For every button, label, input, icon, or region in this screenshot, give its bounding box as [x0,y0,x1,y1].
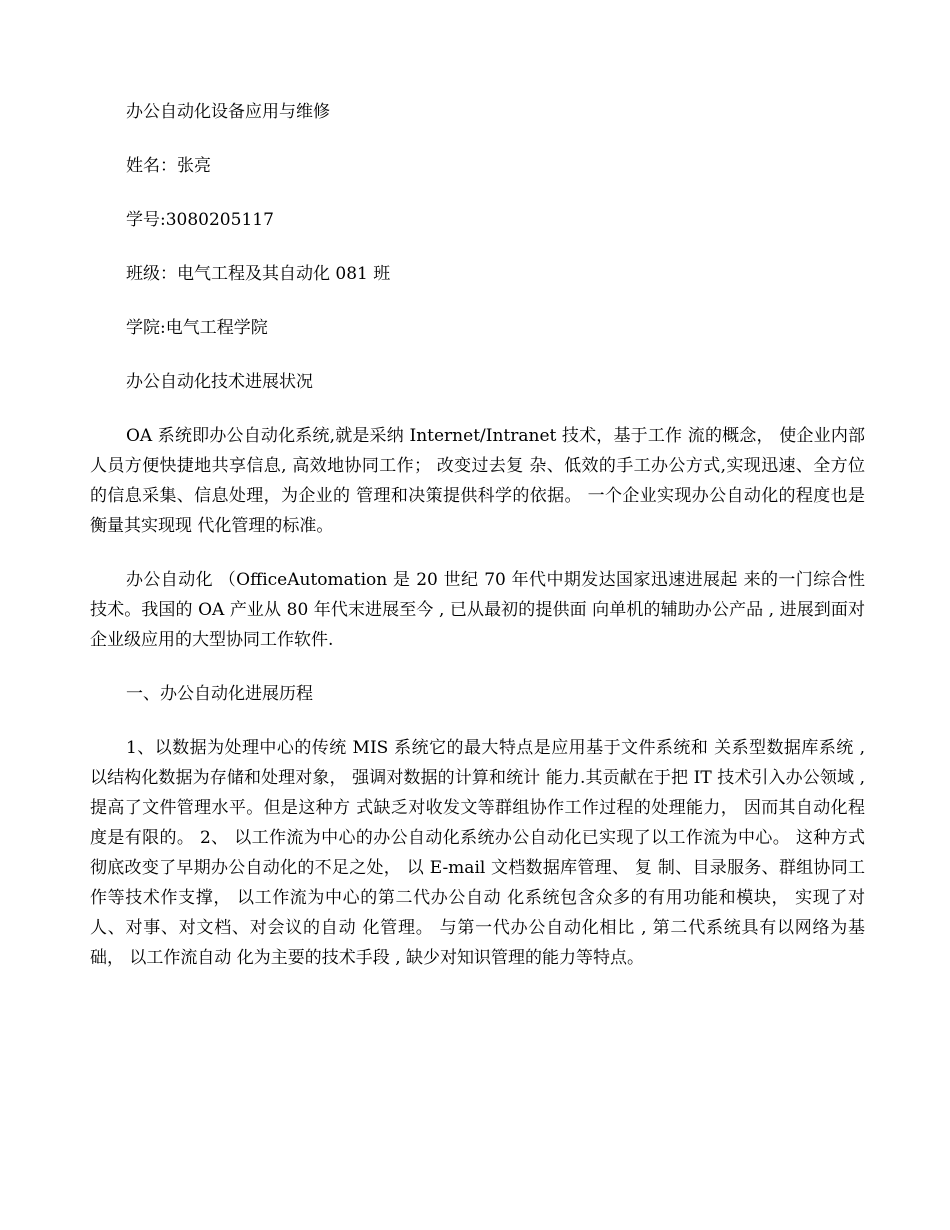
paragraph-oa-definition: OA 系统即办公自动化系统,就是采纳 Internet/Intranet 技术，基于工作 流的概念， 使企业内部人员方便快捷地共享信息, 高效地协同工作； 改变过去复 杂、低效的手工办公方式,实现迅速、全方位的信息采集、信息处理，为企业的 管理和决策提供科学的依据。 一个企业实现办公自动化的程度也是衡量其实现现 代化管理的标准。 [90,426,866,536]
paragraph-oa-history: 办公自动化 （OfficeAutomation 是 20 世纪 70 年代中期发达国家迅速进展起 来的一门综合性技术。我国的 OA 产业从 80 年代末进展至今 , 已从最初的提供面 向单机的辅助办公产品 , 进展到面对企业级应用的大型协同工作软件. [90,570,865,650]
document-title: 办公自动化设备应用与维修 [126,102,330,122]
student-class: 班级：电气工程及其自动化 081 班 [126,264,391,284]
paragraph-development-stages: 1、以数据为处理中心的传统 MIS 系统它的最大特点是应用基于文件系统和 关系型数据库系统 , 以结构化数据为存储和处理对象， 强调对数据的计算和统计 能力.其贡献在于把 IT 技术引入办公领域 , 提高了文件管理水平。但是这种方 式缺乏对收发文等群组协作工作过程的处理能力， 因而其自动化程度是有限的。 2、 以工作流为中心的办公自动化系统办公自动化已实现了以工作流为中心。 这种方式彻底改变了早期办公自动化的不足之处， 以 E-mail 文档数据库管理、 复 制、目录服务、群组协同工作等技术作支撑， 以工作流为中心的第二代办公自动 化系统包含众多的有用功能和模块， 实现了对人、对事、对文档、对会议的自动 化管理。 与第一代办公自动化相比 , 第二代系统具有以网络为基础， 以工作流自动 化为主要的技术手段 , 缺少对知识管理的能力等特点。 [90,738,865,968]
student-name: 姓名：张亮 [126,156,211,176]
student-id: 学号:3080205117 [126,210,274,230]
student-college: 学院:电气工程学院 [126,318,268,338]
section-title: 办公自动化技术进展状况 [126,372,313,392]
section-heading: 一、办公自动化进展历程 [126,684,313,704]
document-body [90,97,865,973]
